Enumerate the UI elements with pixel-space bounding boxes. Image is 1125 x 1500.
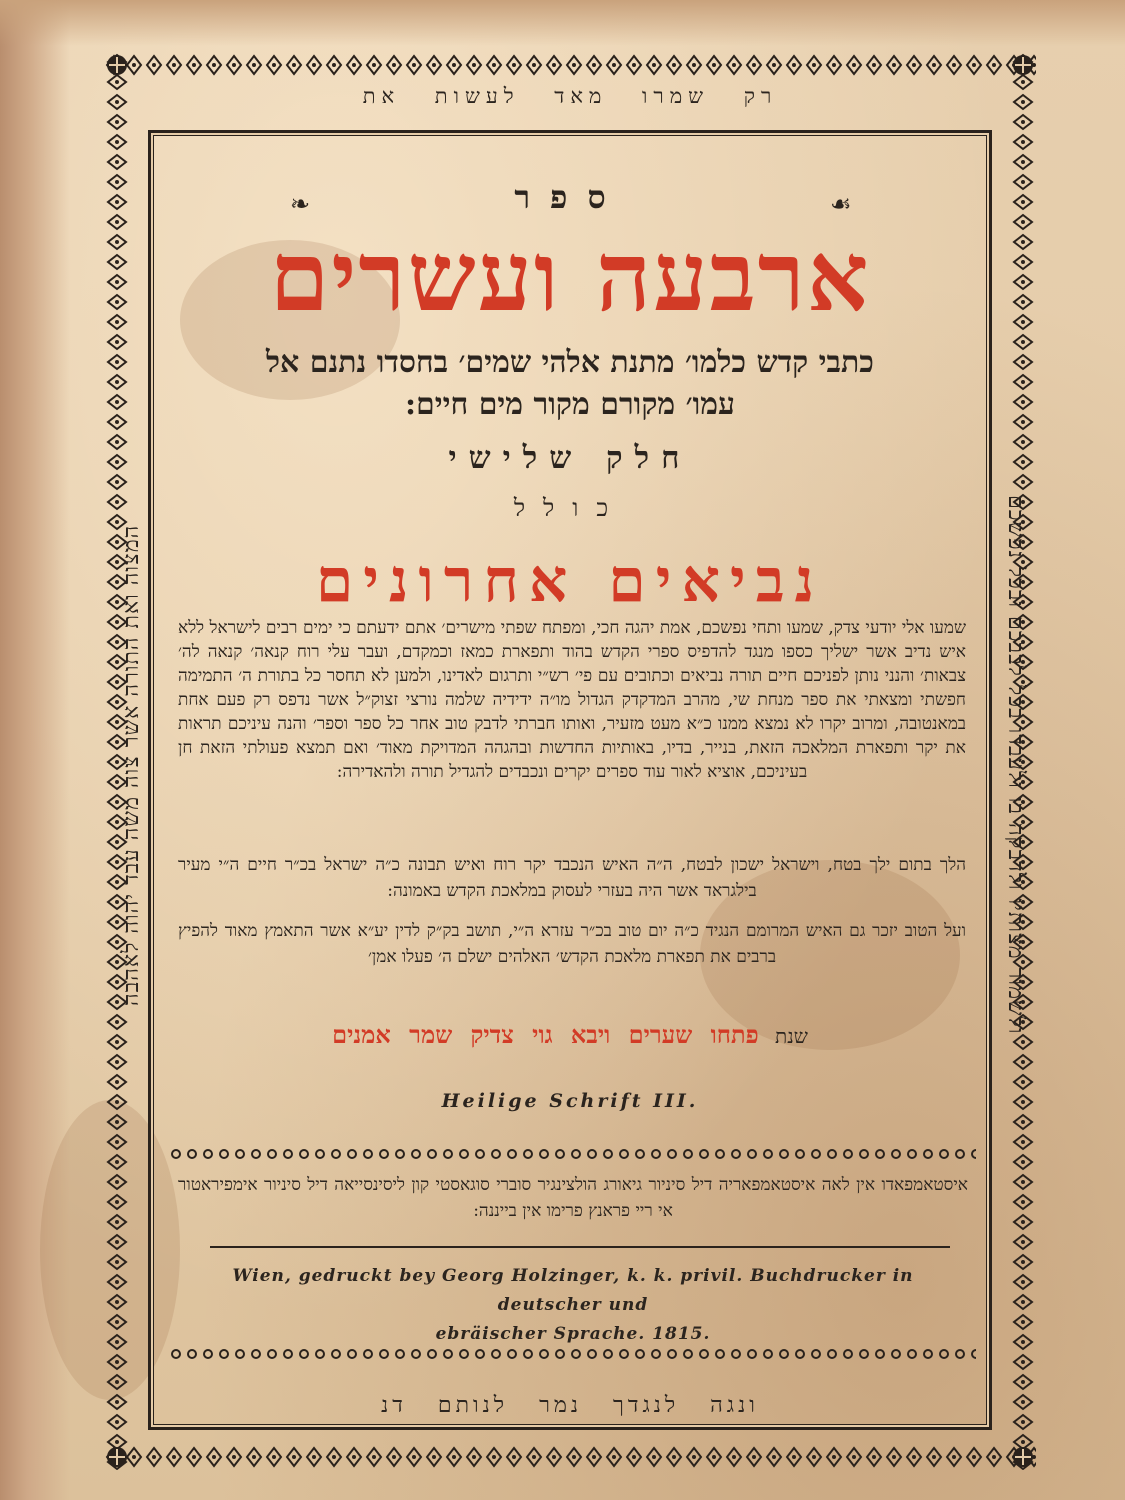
year-line	[240, 1020, 900, 1050]
prophets-title: נביאים אחרונים	[315, 546, 825, 616]
preface-paragraph: שמעו אלי יודעי צדק, שמעו ותחי נפשכם, אמת יהגה חכי, ומפתח שפתי מישרים׳ אתם ידעתם כי ימים רבים לישראל ללא איש נדיב אשר ישליך כספו מנגד להדפיס ספרי הקדש בהוד ותפארת כמאז וכמקדם, ועבר עלי רוח קנאה׳ קנאה לה׳ צבאות׳ והנני נותן לפניכם חיים תורה נביאים וכתובים עם פי׳ רש״י ותרגום לאדינו, ולמען לא תחסר כל בתורת ה׳ התמימה חפשתי ומצאתי את ספר מנחת שי, מהרב המדקדק הגדול מו״ה ידידיה שלמה נורצי זצוק״ל אשר נדפס רק פעם אחת במאנטובה, ומרוב יקרו לא נמצא ממנו כ״א מעט מזעיר, ואותו חברתי לדבק טוב אחר כל ספר וספר׳ והנה עיניכם תראות את יקר ותפארת המלאכה הזאת, בנייר, בדיו, באותיות החדשות ובהגהה המדויקת מאוד׳ ואם תמצא פעולתי הזאת חן בעיניכם, אוציא לאור עוד ספרים יקרים ונכבדים להגדיל תורה ולהאדירה:	[178, 618, 966, 782]
page-top-wear	[0, 0, 1125, 46]
dedication-paragraph-2: ועל הטוב יזכר גם האיש המרומם הנגיד כ״ה יום טוב בכ״ר עזרא ה״י, תושב בק״ק לדין יע״א אשר התאמץ מאוד להפיץ ברבים את תפארת מלאכת הקדש׳ האלהים ישלם ה׳ פעלו אמן׳	[178, 921, 966, 967]
corner-rosette	[104, 52, 130, 78]
imprint-line-1: Wien, gedruckt bey Georg Holzinger, k. k. privil. Buchdrucker in deutscher und	[232, 1266, 914, 1315]
divider-rule	[210, 1246, 950, 1248]
fleuron-ornament: ☙	[830, 190, 852, 218]
fleuron-ornament: ❧	[290, 190, 311, 218]
border-bottom	[104, 1444, 1036, 1470]
top-motto: רק שמרו מאד לעשות את	[362, 84, 778, 108]
subtitle-line-2: עמו׳ מקורם מקור מים חיים:	[404, 387, 735, 422]
corner-rosette	[104, 1444, 130, 1470]
year-chronogram: פתחו שערים ויבא גוי צדיק שמר אמנים	[332, 1020, 759, 1049]
right-border-verse: ולשמור מצותיו ולדבקה בו ולעבדו בכל לבבכם ובכל נפשכם	[1003, 495, 1028, 1035]
corner-rosette	[1010, 1444, 1036, 1470]
left-border-verse: המצוה ואת התורה אשר צוה משה עבד יהוה לאהבה	[119, 524, 144, 1006]
corner-rosette	[1010, 52, 1036, 78]
kolel-label: כולל	[513, 494, 627, 522]
imprint	[178, 1262, 968, 1349]
decorative-rule	[168, 1146, 976, 1162]
sefer-label: ספר	[514, 178, 626, 216]
main-title: ארבעה ועשרים	[269, 220, 871, 333]
heilige-schrift-label: Heilige Schrift III.	[441, 1090, 699, 1112]
printing-licence: איסטאמפאדו אין לאה איסטאמפאריה דיל סיניור גיאורג הולצינגיר סוברי סוגאסטי קון ליסינסייאה דיל סיניור אימפיראטור אי ריי פראנץ פרימו אין בייננה:	[178, 1175, 968, 1221]
decorative-rule-lower	[168, 1346, 976, 1362]
border-top	[104, 52, 1036, 78]
bottom-border-verse: ונגה לנגדך נמר לנותם דנ	[381, 1393, 759, 1418]
subtitle-line-1: כתבי קדש כלמו׳ מתנת אלהי שמים׳ בחסדו נתנם אל	[266, 345, 874, 380]
dedication-paragraph-1: הלך בתום ילך בטח, וישראל ישכון לבטח, ה״ה האיש הנכבד יקר רוח ואיש תבונה כ״ה ישראל בכ״ר חיים ה״י מעיר בילגראד אשר היה בעזרי לעסוק במלאכת הקדש באמונה:	[178, 855, 966, 901]
year-prefix: שנת	[775, 1024, 808, 1048]
part-heading: חלק שלישי	[448, 440, 692, 476]
imprint-line-2: ebräischer Sprache. 1815.	[435, 1324, 711, 1344]
